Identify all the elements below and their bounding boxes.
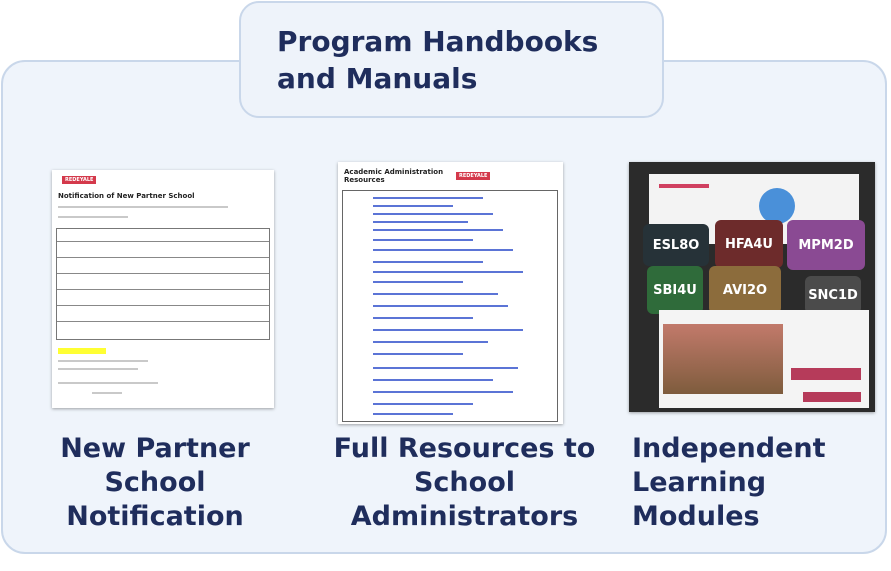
partner-school-form-thumbnail[interactable]	[52, 170, 274, 408]
page-title: Program Handbooks and Manuals	[277, 25, 599, 95]
course-tile: ESL8O	[643, 224, 709, 266]
text-line	[92, 392, 122, 394]
course-tile: HFA4U	[715, 220, 783, 268]
card-caption: New Partner School Notification	[60, 433, 250, 532]
course-tile: MPM2D	[787, 220, 865, 270]
form-heading: Notification of New Partner School	[58, 192, 195, 200]
course-tile: AVI2O	[709, 266, 781, 314]
logo-badge: REDEYALE	[62, 176, 96, 184]
text-line	[58, 206, 228, 208]
text-line	[58, 368, 138, 370]
highlight	[58, 348, 106, 354]
course-tile: SNC1D	[805, 276, 861, 314]
admin-resources-thumbnail[interactable]	[338, 162, 563, 424]
text-line	[58, 216, 128, 218]
resources-table	[342, 190, 558, 422]
card-caption: Full Resources to School Administrators	[333, 433, 596, 532]
course-tile: SBI4U	[647, 266, 703, 314]
learning-modules-thumbnail[interactable]	[629, 162, 875, 412]
text-line	[58, 360, 148, 362]
resources-heading: Academic Administration Resources	[344, 168, 444, 184]
text-line	[58, 382, 158, 384]
form-table	[56, 228, 270, 340]
screenshot-bottom	[659, 310, 869, 408]
title-tab	[239, 1, 664, 118]
logo-badge: REDEYALE	[456, 172, 490, 180]
card-caption: Independent Learning Modules	[632, 433, 826, 532]
